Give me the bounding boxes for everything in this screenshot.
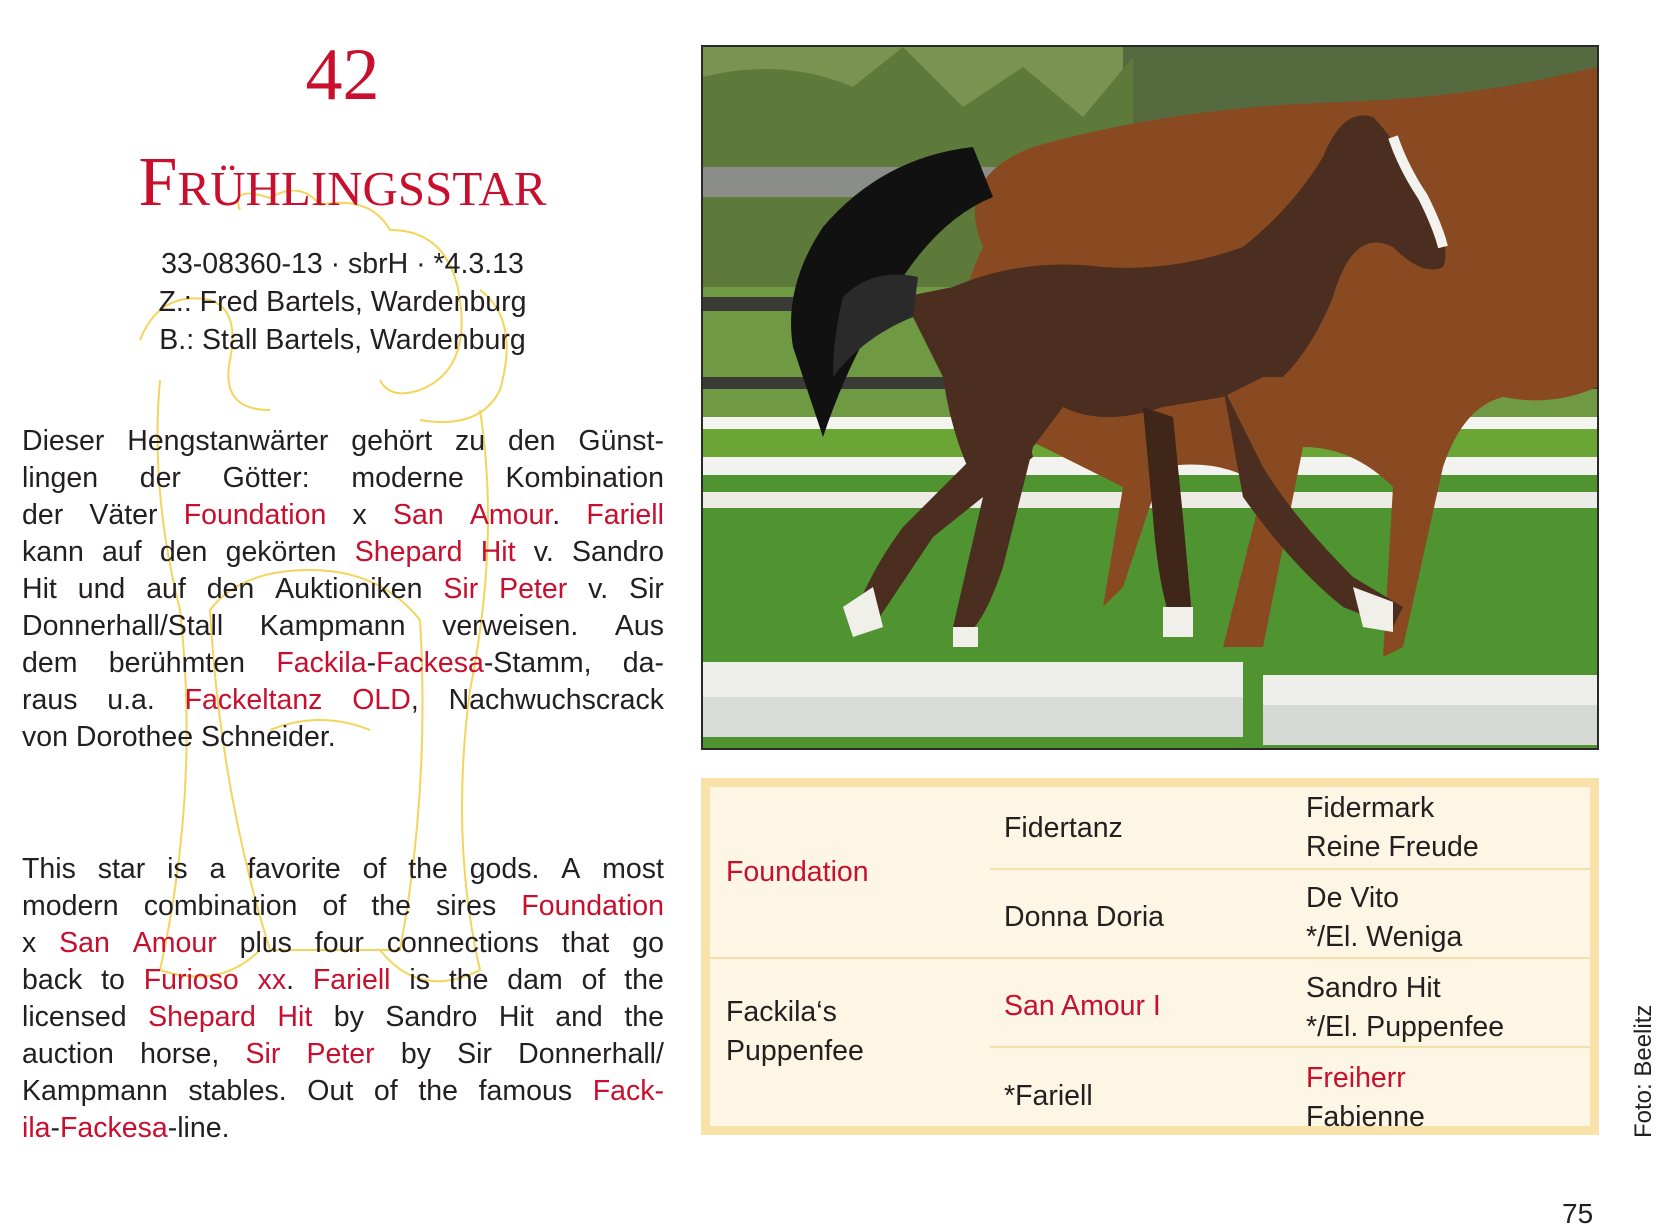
description-en-line: back to Furioso xx. Fariell is the dam of the: [22, 964, 664, 996]
pedigree-sire: Foundation: [726, 856, 869, 888]
pedigree-ds-sire: Sandro Hit: [1306, 972, 1441, 1004]
pedigree-sire-dam: Donna Doria: [1004, 901, 1165, 933]
description-english: [22, 851, 664, 1147]
description-en-line: Kampmann stables. Out of the famous Fack-: [22, 1075, 664, 1107]
pedigree-sd-dam: */El. Weniga: [1306, 921, 1463, 953]
pedigree-ss-dam: Reine Freude: [1306, 831, 1479, 863]
pedigree-ss-sire: Fidermark: [1306, 792, 1435, 824]
pedigree-inner: [710, 787, 1590, 1133]
divider: [710, 957, 1590, 959]
registration-line: 33-08360-13 · sbrH · *4.3.13: [161, 248, 524, 280]
pedigree-dd-sire: Freiherr: [1306, 1062, 1406, 1094]
pedigree-sd-sire: De Vito: [1306, 882, 1399, 914]
photo-credit: Foto: Beelitz: [1630, 1004, 1657, 1138]
divider: [990, 868, 1590, 870]
description-de-line: Hit und auf den Auktioniken Sir Peter v. Sir: [22, 573, 664, 605]
pedigree-dam-sire: San Amour I: [1004, 990, 1161, 1022]
pedigree-ds-dam: */El. Puppenfee: [1306, 1011, 1505, 1043]
description-de-line: lingen der Götter: moderne Kombination: [22, 462, 664, 494]
description-de-line: der Väter Foundation x San Amour. Fariell: [22, 499, 664, 531]
description-german: [22, 423, 664, 756]
description-en-line: This star is a favorite of the gods. A most: [22, 853, 664, 885]
pedigree-dd-dam: Fabienne: [1306, 1101, 1425, 1133]
description-de-line: Dieser Hengstanwärter gehört zu den Günst-: [22, 425, 664, 457]
description-en-line: modern combination of the sires Foundation: [22, 890, 664, 922]
description-en-line: auction horse, Sir Peter by Sir Donnerhall/: [22, 1038, 664, 1070]
description-en-line: x San Amour plus four connections that go: [22, 927, 664, 959]
description-en-line: ila - Fackesa -line.: [22, 1112, 230, 1144]
description-en-line: licensed Shepard Hit by Sandro Hit and the: [22, 1001, 664, 1033]
description-de-line: Donnerhall/Stall Kampmann verweisen. Aus: [22, 610, 664, 642]
description-de-line: dem berühmten Fackila-Fackesa-Stamm, da-: [22, 647, 664, 679]
horse-photo: [701, 45, 1599, 750]
pedigree-table: [701, 778, 1599, 1135]
lot-number: 42: [305, 34, 380, 116]
pedigree-dam-dam: *Fariell: [1004, 1080, 1093, 1112]
description-de-line: kann auf den gekörten Shepard Hit v. Sandro: [22, 536, 664, 568]
description-de-line: von Dorothee Schneider.: [22, 721, 336, 753]
horse-name: Frühlingsstar: [138, 144, 547, 221]
description-de-line: raus u.a. Fackeltanz OLD, Nachwuchscrack: [22, 684, 664, 716]
pedigree-dam: Fackila‘s Puppenfee: [726, 996, 864, 1067]
horse-meta: [0, 245, 685, 359]
pedigree-sire-sire: Fidertanz: [1004, 812, 1123, 844]
breeder-line: Z.: Fred Bartels, Wardenburg: [158, 286, 527, 318]
page-number: 75: [1562, 1198, 1594, 1229]
owner-line: B.: Stall Bartels, Wardenburg: [159, 324, 526, 356]
